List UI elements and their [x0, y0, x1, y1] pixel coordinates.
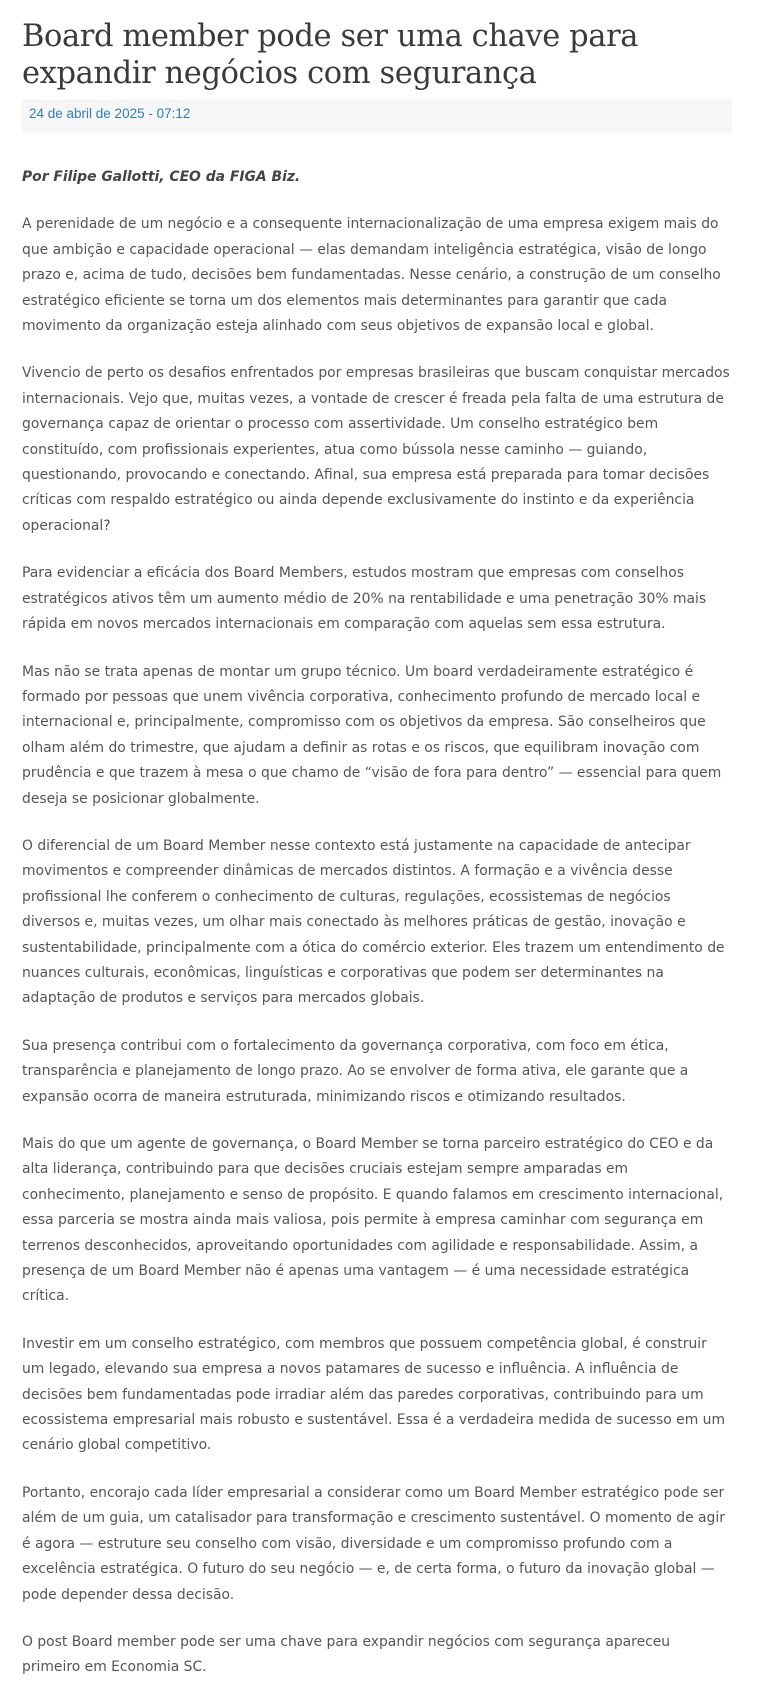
source-attribution: O post Board member pode ser uma chave para expandir negócios com segurança apareceu primeiro em Economia SC. [22, 1633, 671, 1676]
article [22, 18, 732, 1703]
article-paragraph: Para evidenciar a eficácia dos Board Members, estudos mostram que empresas com conselhos estratégicos ativos têm um aumento médio de 20% na rentabilidade e uma penetração 30% mais rápida em novos mercados internacionais em comparação com aquelas sem essa estrutura. [22, 565, 707, 633]
article-title: Board member pode ser uma chave para expandir negócios com segurança [22, 19, 639, 91]
article-meta-bar [22, 99, 732, 133]
article-paragraph: Mas não se trata apenas de montar um grupo técnico. Um board verdadeiramente estratégico é formado por pessoas que unem vivência corporativa, conhecimento profundo de mercado local e internacional e, principalmente, compromisso com os objetivos da empresa. São conselheiros que olham além do trimestre, que ajudam a definir as rotas e os riscos, que equilibram inovação com prudência e que trazem à mesa o que chamo de “visão de fora para dentro” — essencial para quem deseja se posicionar globalmente. [22, 663, 722, 807]
article-paragraph: Investir em um conselho estratégico, com membros que possuem competência global, é construir um legado, elevando sua empresa a novos patamares de sucesso e influência. A influência de decisões bem fundamentadas pode irradiar além das paredes corporativas, contribuindo para um ecossistema empresarial mais robusto e sustentável. Essa é a verdadeira medida de sucesso em um cenário global competitivo. [22, 1335, 725, 1454]
article-paragraph: O diferencial de um Board Member nesse contexto está justamente na capacidade de antecipar movimentos e compreender dinâmicas de mercados distintos. A formação e a vivência desse profissional lhe conferem o conhecimento de culturas, regulações, ecossistemas de negócios diversos e, muitas vezes, um olhar mais conectado às melhores práticas de gestão, inovação e sustentabilidade, principalmente com a ótica do comércio exterior. Eles trazem um entendimento de nuances culturais, econômicas, linguísticas e corporativas que podem ser determinantes na adaptação de produtos e serviços para mercados globais. [22, 837, 725, 1007]
article-body [22, 165, 732, 1681]
article-paragraph: Vivencio de perto os desafios enfrentados por empresas brasileiras que buscam conquistar mercados internacionais. Vejo que, muitas vezes, a vontade de crescer é freada pela falta de uma estrutura de governança capaz de orientar o processo com assertividade. Um conselho estratégico bem constituído, com profissionais experientes, atua como bússola nesse caminho — guiando, questionando, provocando e conectando. Afinal, sua empresa está preparada para tomar decisões críticas com respaldo estratégico ou ainda depende exclusivamente do instinto e da experiência operacional? [22, 365, 730, 534]
publish-date: 24 de abril de 2025 - 07:12 [29, 106, 191, 121]
article-byline: Por Filipe Gallotti, CEO da FIGA Biz. [22, 169, 301, 185]
article-paragraph: Sua presença contribui com o fortalecimento da governança corporativa, com foco em ética, transparência e planejamento de longo prazo. Ao se envolver de forma ativa, ele garante que a expansão ocorra de maneira estruturada, minimizando riscos e otimizando resultados. [22, 1037, 689, 1105]
article-paragraph: Mais do que um agente de governança, o Board Member se torna parceiro estratégico do CEO e da alta liderança, contribuindo para que decisões cruciais estejam sempre amparadas em conhecimento, planejamento e senso de propósito. E quando falamos em crescimento internacional, essa parceria se mostra ainda mais valiosa, pois permite à empresa caminhar com segurança em terrenos desconhecidos, aproveitando oportunidades com agilidade e responsabilidade. Assim, a presença de um Board Member não é apenas uma vantagem — é uma necessidade estratégica crítica. [22, 1136, 724, 1305]
article-paragraph: Portanto, encorajo cada líder empresarial a considerar como um Board Member estratégico pode ser além de um guia, um catalisador para transformação e crescimento sustentável. O momento de agir é agora — estruture seu conselho com visão, diversidade e um compromisso profundo com a excelência estratégica. O futuro do seu negócio — e, de certa forma, o futuro da inovação global — pode depender dessa decisão. [22, 1484, 725, 1603]
article-paragraph: A perenidade de um negócio e a consequente internacionalização de uma empresa exigem mais do que ambição e capacidade operacional — elas demandam inteligência estratégica, visão de longo prazo e, acima de tudo, decisões bem fundamentadas. Nesse cenário, a construção de um conselho estratégico eficiente se torna um dos elementos mais determinantes para garantir que cada movimento da organização esteja alinhado com seus objetivos de expansão local e global. [22, 216, 721, 335]
